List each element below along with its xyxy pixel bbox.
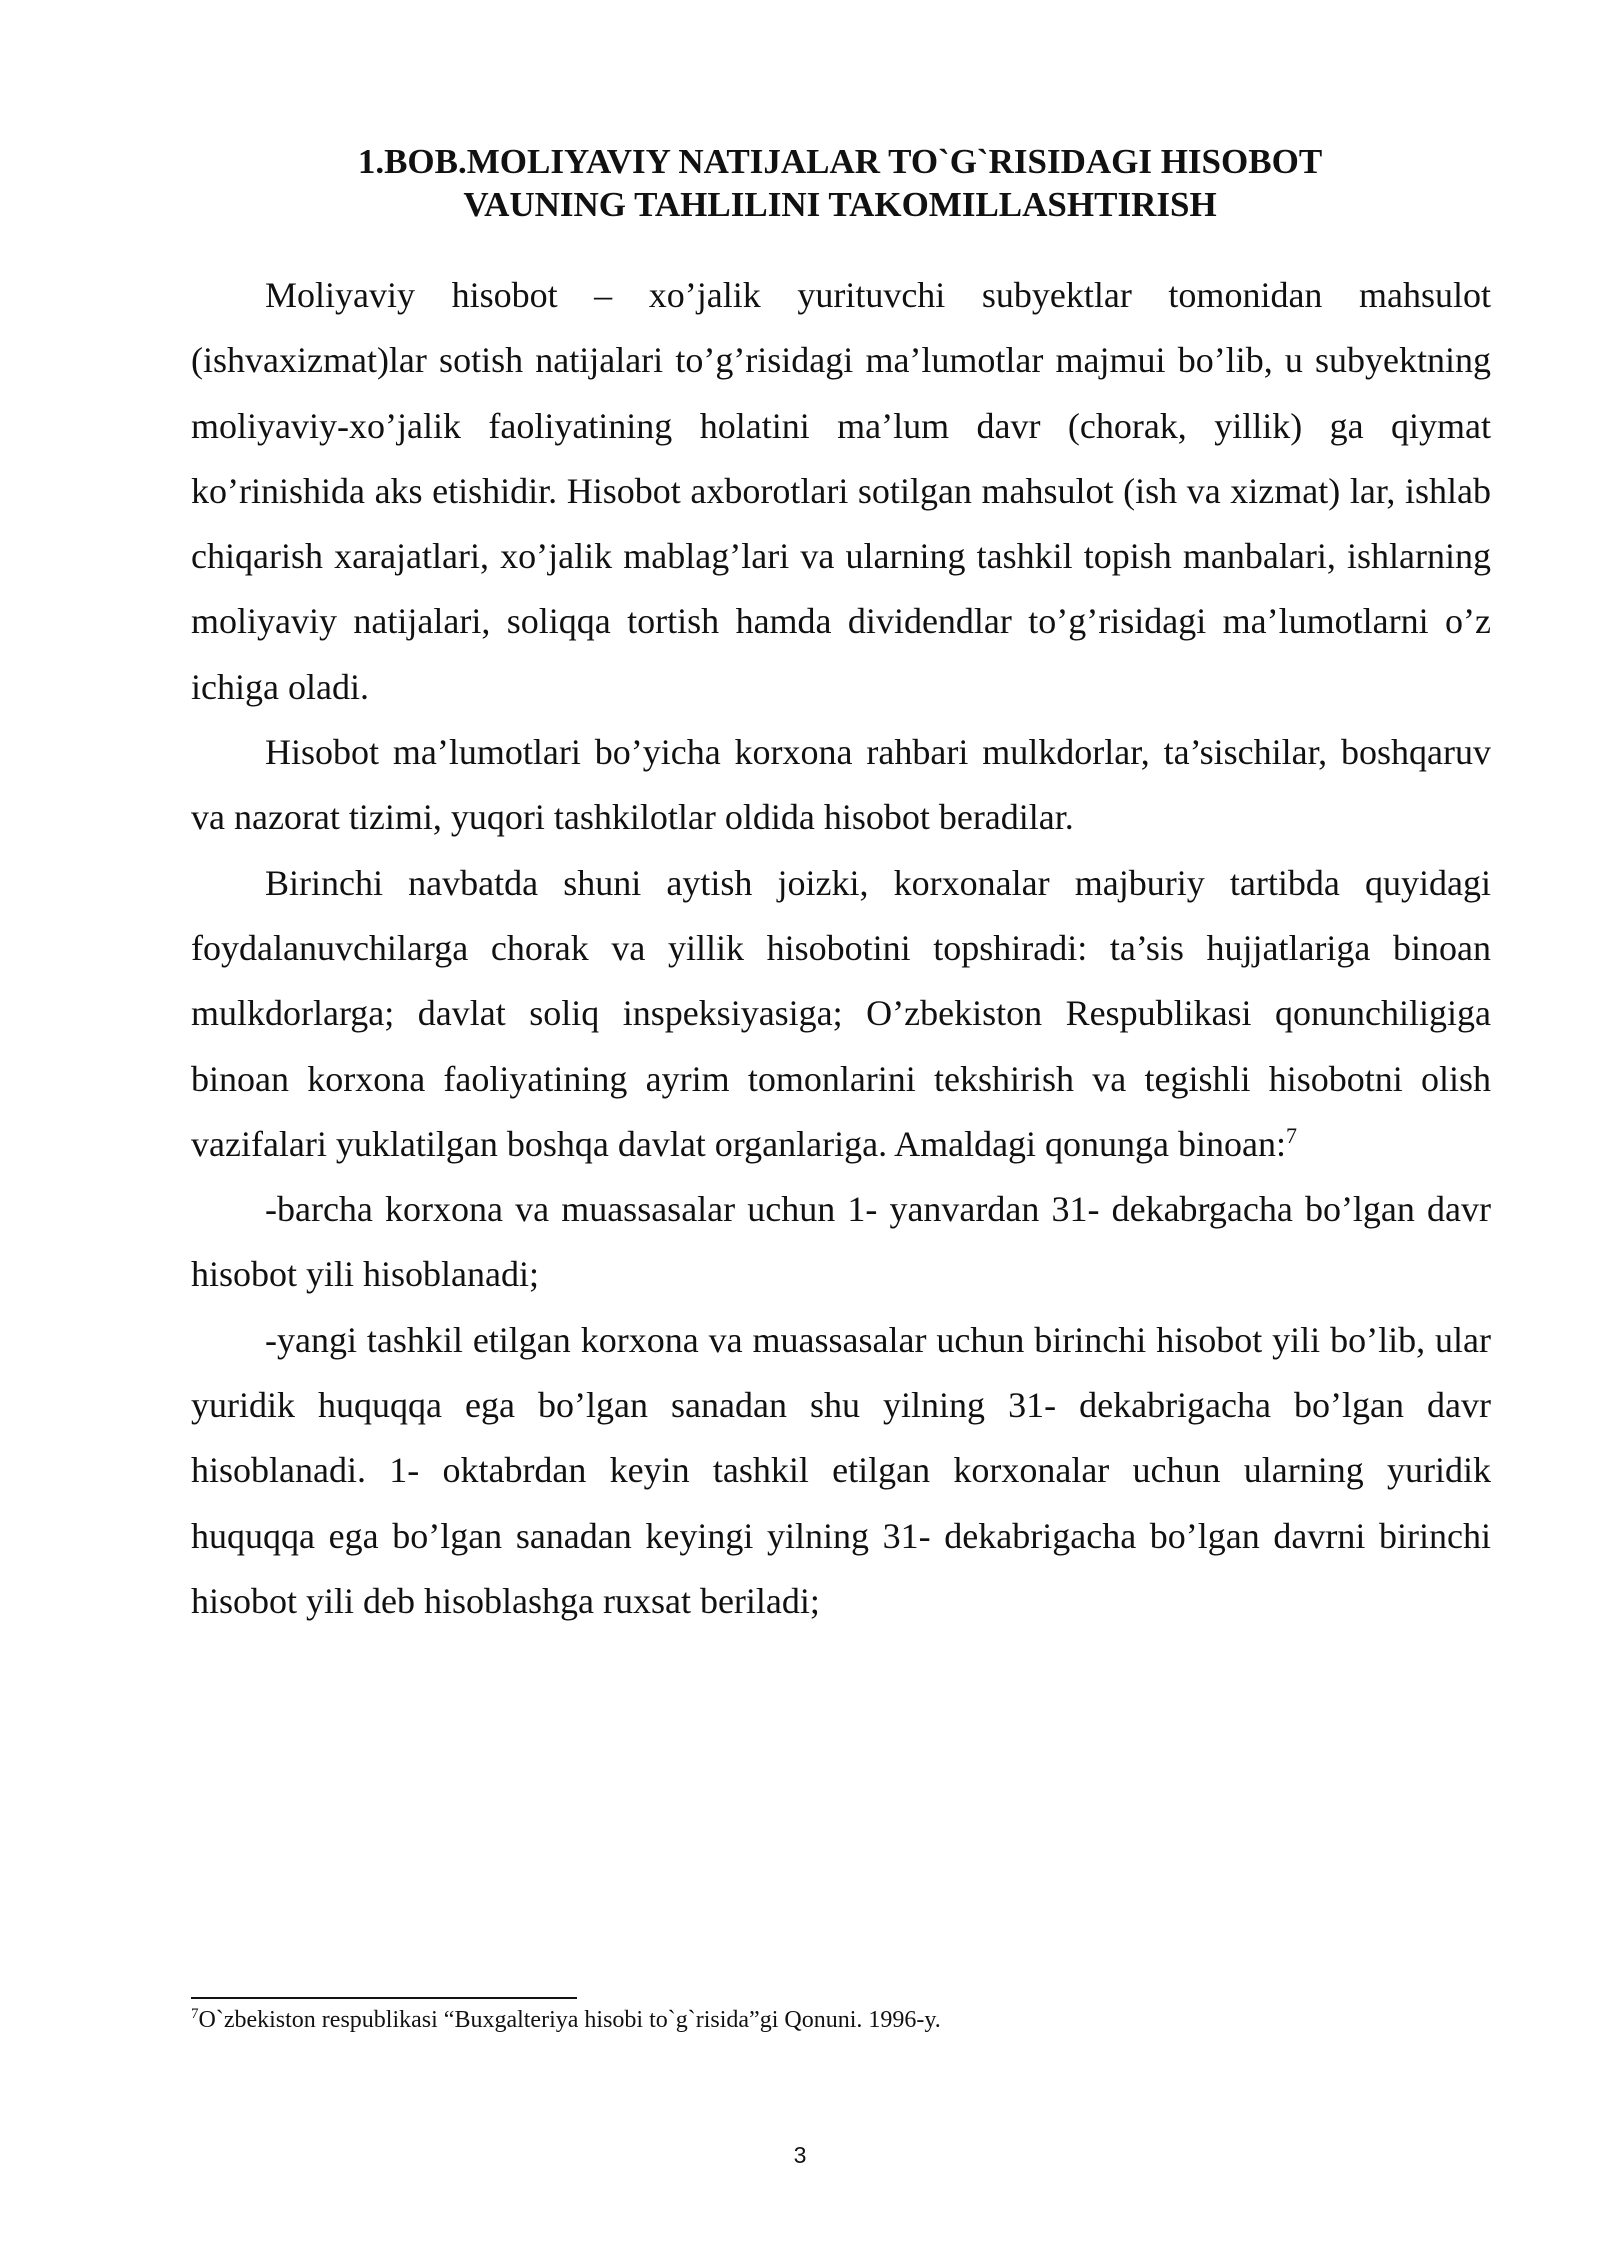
footnote-separator <box>191 1997 577 1999</box>
paragraph-1: Moliyaviy hisobot – xo’jalik yurituvchi subyektlar tomonidan mahsulot (ishvaxizmat)lar sotish natijalari to’g’risidagi ma’lumotlar majmui bo’lib, u subyektning moliyaviy-xo’jalik faoliyatining holatini ma’lum davr (chorak, yillik) ga qiymat ko’rinishida aks etishidir. Hisobot axborotlari sotilgan mahsulot (ish va xizmat) lar, ishlab chiqarish xarajatlari, xo’jalik mablag’lari va ularning tashkil topish manbalari, ishlarning moliyaviy natijalari, soliqqa tortish hamda dividendlar to’g’risidagi ma’lumotlarni o’z ichiga oladi. <box>191 275 1491 707</box>
footnote-reference[interactable]: 7 <box>1286 1122 1298 1148</box>
chapter-title-line-1: 1.BOB.MOLIYAVIY NATIJALAR TO`G`RISIDAGI HISOBOT <box>357 142 1323 181</box>
paragraph-5: -yangi tashkil etilgan korxona va muassasalar uchun birinchi hisobot yili bo’lib, ular yuridik huquqqa ega bo’lgan sanadan shu yilning 31- dekabrigacha bo’lgan davr hisoblanadi. 1- oktabrdan keyin tashkil etilgan korxonalar uchun ularning yuridik huquqqa ega bo’lgan sanadan keyingi yilning 31- dekabrigacha bo’lgan davrni birinchi hisobot yili deb hisoblashga ruxsat beriladi; <box>191 1319 1491 1621</box>
footnote <box>191 2004 1491 2036</box>
footnote-marker: 7 <box>191 2006 199 2022</box>
chapter-title-line-2: VAUNING TAHLILINI TAKOMILLASHTIRISH <box>463 185 1217 224</box>
page-number: 3 <box>793 2142 807 2168</box>
paragraph-4: -barcha korxona va muassasalar uchun 1- yanvardan 31- dekabrgacha bo’lgan davr hisobot yili hisoblanadi; <box>191 1189 1491 1295</box>
paragraph-3-text: Birinchi navbatda shuni aytish joizki, korxonalar majburiy tartibda quyidagi foydalanuvchilarga chorak va yillik hisobotini topshiradi: ta’sis hujjatlariga binoan mulkdorlarga; davlat soliq inspeksiyasiga; O’zbekiston Respublikasi qonunchiligiga binoan korxona faoliyatining ayrim tomonlarini tekshirish va tegishli hisobotni olish vazifalari yuklatilgan boshqa davlat organlariga. Amaldagi qonunga binoan: <box>191 862 1491 1164</box>
paragraph-3 <box>191 851 1491 1177</box>
chapter-title <box>190 140 1490 226</box>
paragraph-2: Hisobot ma’lumotlari bo’yicha korxona rahbari mulkdorlar, ta’sischilar, boshqaruv va nazorat tizimi, yuqori tashkilotlar oldida hisobot beradilar. <box>191 732 1491 838</box>
body-text <box>191 263 1491 1634</box>
footnote-text: O`zbekiston respublikasi “Buxgalteriya hisobi to`g`risida”gi Qonuni. 1996-y. <box>198 2007 941 2033</box>
